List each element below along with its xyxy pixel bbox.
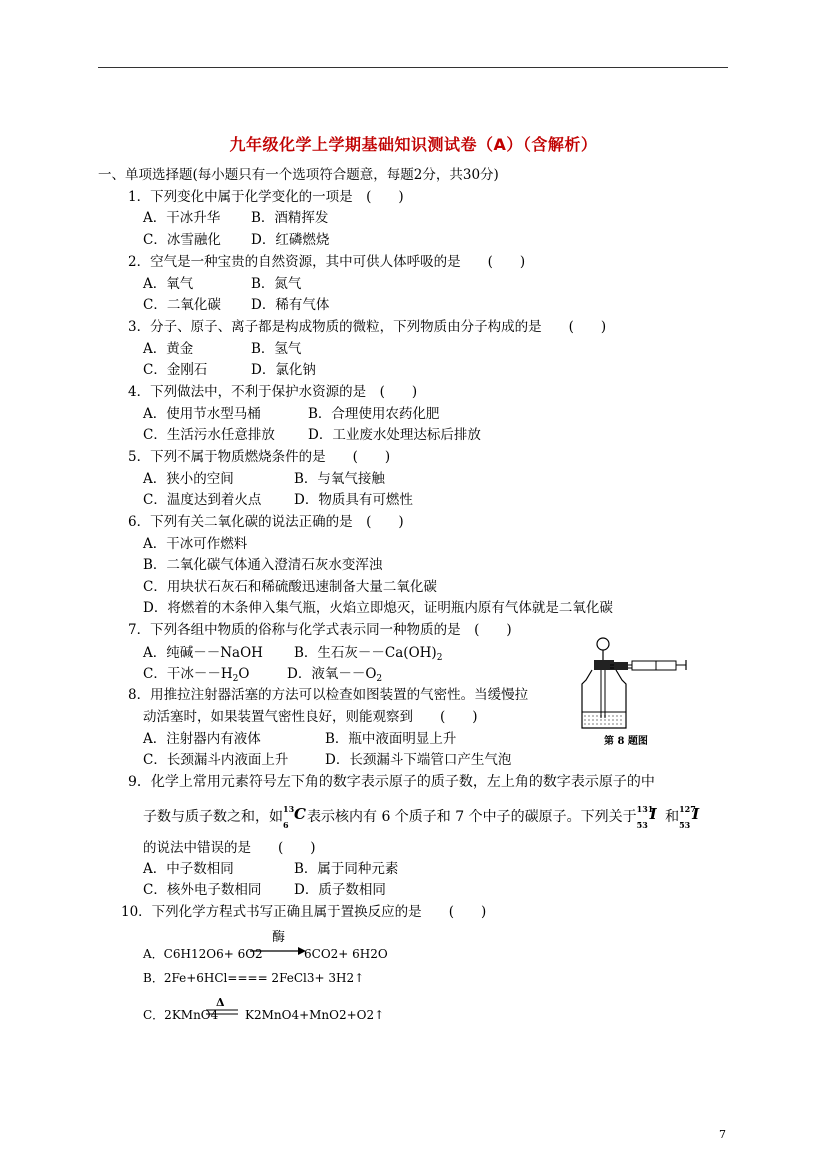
q3-option-d[interactable]: D．氯化钠: [251, 362, 316, 378]
q1-option-a[interactable]: A．干冰升华: [143, 210, 221, 226]
q3-option-a[interactable]: A．黄金: [143, 341, 194, 357]
q6-option-b[interactable]: B．二氧化碳气体通入澄清石灰水变浑浊: [143, 557, 383, 573]
question-2: 2．空气是一种宝贵的自然资源，其中可供人体呼吸的是 ( ): [128, 254, 526, 270]
q1-option-d[interactable]: D．红磷燃烧: [251, 232, 330, 248]
q2-option-b[interactable]: B．氮气: [251, 276, 302, 292]
q10-option-c[interactable]: C．2KMnO4: [143, 1008, 219, 1022]
page-title: 九年级化学上学期基础知识测试卷（A）（含解析）: [229, 135, 598, 154]
question-8-line1: 8．用推拉注射器活塞的方法可以检查如图装置的气密性。当缓慢拉: [128, 687, 529, 703]
q2-option-d[interactable]: D．稀有气体: [251, 297, 330, 313]
question-4: 4．下列做法中，不利于保护水资源的是 ( ): [128, 384, 418, 400]
q4-option-d[interactable]: D．工业废水处理达标后排放: [308, 427, 481, 443]
q8-figure-caption: 第 8 题图: [604, 736, 648, 747]
question-9-line2: 子数与质子数之和，如 13 6 C 表示核内有 6 个质子和 7 个中子的碳原子。下列关于 131 53 I 和 127 53 I: [143, 806, 703, 826]
question-10: 10．下列化学方程式书写正确且属于置换反应的是 ( ): [121, 904, 487, 920]
q8-option-b[interactable]: B．瓶中液面明显上升: [325, 731, 457, 747]
q2-option-a[interactable]: A．氧气: [143, 276, 194, 292]
q10-a-arrow: [250, 946, 306, 956]
q4-option-c[interactable]: C．生活污水任意排放: [143, 427, 275, 443]
q10-c-condition: Δ: [216, 996, 225, 1009]
question-9-line1: 9．化学上常用元素符号左下角的数字表示原子的质子数，左上角的数字表示原子的中: [128, 774, 655, 790]
question-6: 6．下列有关二氧化碳的说法正确的是 ( ): [128, 514, 404, 530]
q10-option-a[interactable]: A．C6H12O6+ 6O2: [143, 947, 263, 961]
question-8-line2: 动活塞时，如果装置气密性良好，则能观察到 ( ): [143, 709, 478, 725]
q6-option-d[interactable]: D．将燃着的木条伸入集气瓶，火焰立即熄灭，证明瓶内原有气体就是二氧化碳: [143, 600, 613, 616]
iodine-131-symbol: 131 53 I: [636, 804, 657, 830]
q9-option-d[interactable]: D．质子数相同: [294, 882, 386, 898]
section-header: 一、单项选择题(每小题只有一个选项符合题意，每题2分，共30分): [98, 167, 499, 183]
q1-option-c[interactable]: C．冰雪融化: [143, 232, 221, 248]
header-rule: [98, 67, 728, 68]
q10-c-products: K2MnO4+MnO2+O2↑: [245, 1008, 385, 1022]
q3-option-b[interactable]: B．氢气: [251, 341, 302, 357]
question-3: 3．分子、原子、离子都是构成物质的微粒，下列物质由分子构成的是 ( ): [128, 319, 607, 335]
q7-option-a[interactable]: A．纯碱－－NaOH: [143, 645, 263, 661]
q6-option-c[interactable]: C．用块状石灰石和稀硫酸迅速制备大量二氧化碳: [143, 579, 437, 595]
question-5: 5．下列不属于物质燃烧条件的是 ( ): [128, 449, 391, 465]
iodine-127-symbol: 127 53 I: [679, 804, 700, 830]
q5-option-b[interactable]: B．与氧气接触: [294, 471, 385, 487]
q7-option-d[interactable]: D．液氧$--O_2$: [287, 666, 383, 684]
q10-option-b[interactable]: B．2Fe+6HCl==== 2FeCl3+ 3H2↑: [143, 971, 365, 985]
q3-option-c[interactable]: C．金刚石: [143, 362, 208, 378]
q2-option-c[interactable]: C．二氧化碳: [143, 297, 221, 313]
q9-option-c[interactable]: C．核外电子数相同: [143, 882, 262, 898]
q10-c-equals: [206, 1008, 238, 1016]
q7-option-b[interactable]: B．生石灰$--Ca(OH)_2$: [294, 645, 443, 663]
q1-option-b[interactable]: B．酒精挥发: [251, 210, 329, 226]
q4-option-a[interactable]: A．使用节水型马桶: [143, 406, 261, 422]
q10-a-products: 6CO2+ 6H2O: [304, 947, 388, 961]
q6-option-a[interactable]: A．干冰可作燃料: [143, 536, 248, 552]
q5-option-d[interactable]: D．物质具有可燃性: [294, 492, 413, 508]
q9-option-a[interactable]: A．中子数相同: [143, 861, 234, 877]
carbon-13-symbol: 13 6 C: [283, 804, 306, 830]
question-1: 1．下列变化中属于化学变化的一项是 ( ): [128, 189, 404, 205]
q8-apparatus-figure: [574, 632, 694, 732]
question-9-line3: 的说法中错误的是 ( ): [143, 840, 316, 856]
q10-a-condition: 酶: [272, 930, 286, 945]
q8-option-c[interactable]: C．长颈漏斗内液面上升: [143, 752, 289, 768]
q7-option-c[interactable]: C．干冰$--H_2O$: [143, 666, 250, 684]
q4-option-b[interactable]: B．合理使用农药化肥: [308, 406, 440, 422]
q5-option-c[interactable]: C．温度达到着火点: [143, 492, 262, 508]
q8-option-a[interactable]: A．注射器内有液体: [143, 731, 261, 747]
q9-option-b[interactable]: B．属于同种元素: [294, 861, 399, 877]
q5-option-a[interactable]: A．狭小的空间: [143, 471, 234, 487]
page-number: 7: [719, 1128, 726, 1141]
question-7: 7．下列各组中物质的俗称与化学式表示同一种物质的是 ( ): [128, 622, 512, 638]
q8-option-d[interactable]: D．长颈漏斗下端管口产生气泡: [325, 752, 512, 768]
